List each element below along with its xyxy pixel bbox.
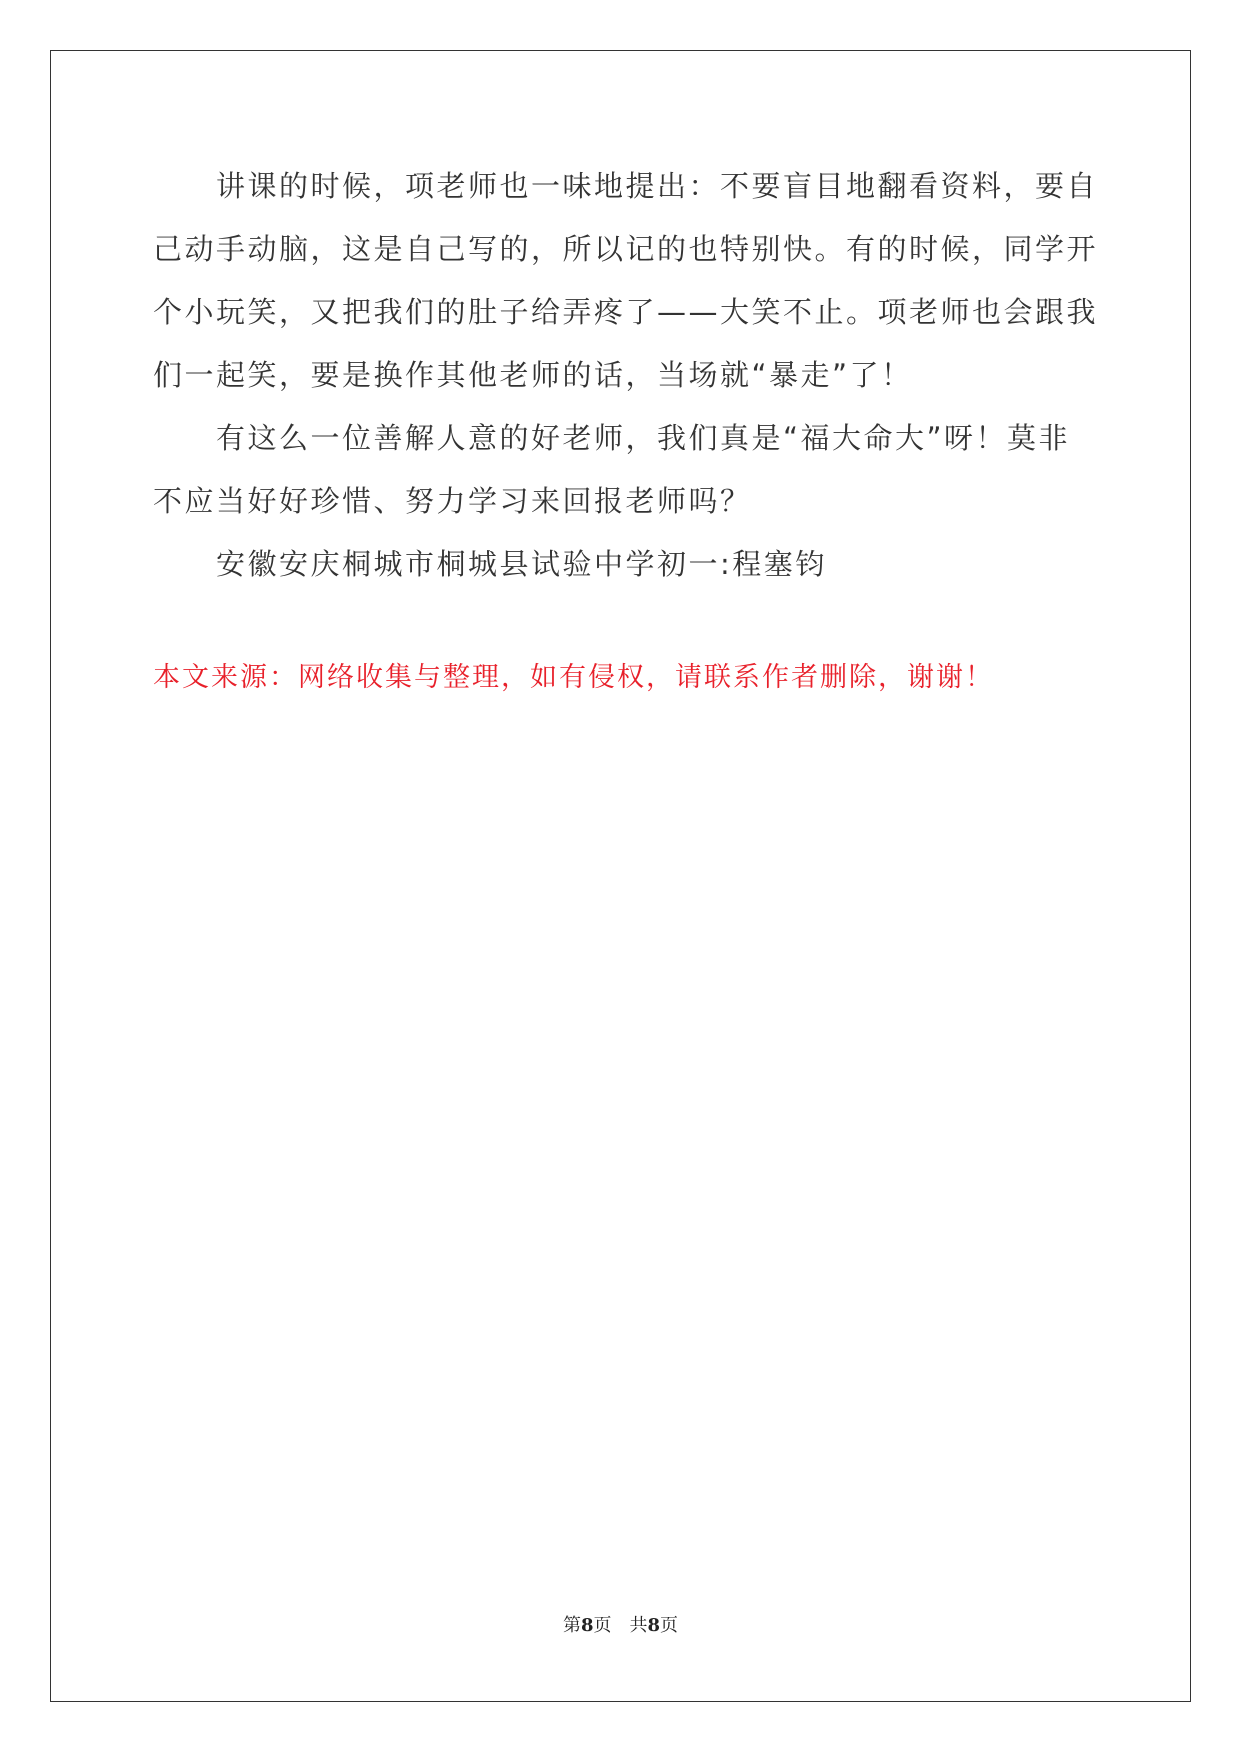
body-line-5: 有这么一位善解人意的好老师，我们真是“福大命大”呀！莫非 (153, 421, 1071, 455)
footer-prefix: 第 (562, 1615, 581, 1636)
page-number-footer (0, 1614, 1241, 1638)
body-line-7: 安徽安庆桐城市桐城县试验中学初一:程塞钧 (153, 547, 827, 581)
body-line-2: 己动手动脑，这是自己写的，所以记的也特别快。有的时候，同学开 (153, 232, 1099, 266)
footer-total-unit: 页 (660, 1615, 679, 1636)
body-line-6: 不应当好好珍惜、努力学习来回报老师吗？ (153, 484, 752, 518)
body-line-1: 讲课的时候，项老师也一味地提出：不要盲目地翻看资料，要自 (153, 169, 1099, 203)
body-line-3: 个小玩笑，又把我们的肚子给弄疼了——大笑不止。项老师也会跟我 (153, 295, 1099, 329)
footer-current-page: 8 (580, 1615, 594, 1636)
body-line-4: 们一起笑，要是换作其他老师的话，当场就“暴走”了！ (153, 358, 913, 392)
footer-total-pages: 8 (647, 1615, 661, 1636)
source-note: 本文来源：网络收集与整理，如有侵权，请联系作者删除，谢谢！ (153, 662, 994, 693)
footer-page-unit: 页 (593, 1615, 612, 1636)
footer-total-prefix: 共 (629, 1615, 648, 1636)
